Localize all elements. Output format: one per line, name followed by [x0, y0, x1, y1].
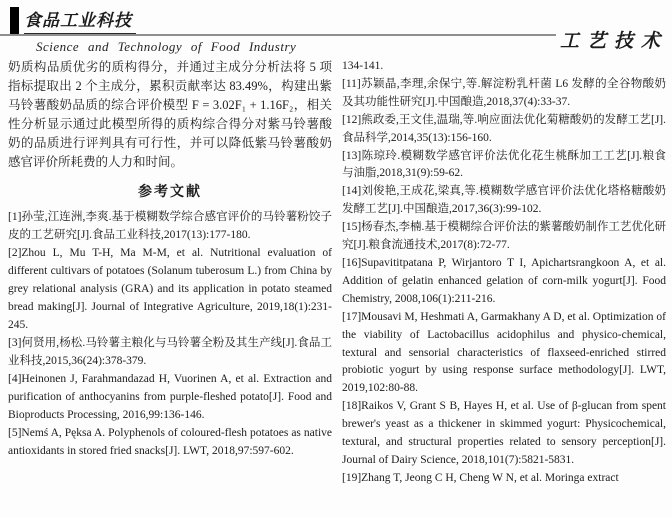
reference-item: [18]Raikos V, Grant S B, Hayes H, et al. Use of β-glucan from spent brewer's yeast as a thickener in skimmed yogurt: Physicochemical, textural, and structural properties related to sensory perception[J]. Journal of Dairy Science, 2018,101(7):5821-5831.	[342, 400, 666, 466]
logo-accent-bar	[10, 7, 19, 36]
reference-item: [19]Zhang T, Jeong C H, Cheng W N, et al. Moringa extract	[342, 471, 619, 484]
reference-item: [15]杨春杰,李楠.基于模糊综合评价法的紫薯酸奶制作工艺优化研究[J].粮食流通技术,2017(8):72-77.	[342, 221, 666, 252]
reference-item: [16]Supavititpatana P, Wirjantoro T I, Apichartsrangkoon A, et al. Addition of gelatin enhanced gelation of corn-milk yogurt[J]. Food Chemistry, 2008,106(1):211-216.	[342, 256, 666, 305]
reference-item: [12]熊政委,王文佳,温瑞,等.响应面法优化菊糖酸奶的发酵工艺[J].食品科学,2014,35(13):156-160.	[342, 113, 666, 144]
journal-logo-english: Science and Technology of Food Industry	[36, 39, 297, 54]
intro-paragraph: 奶质构品质优劣的质构得分，并通过主成分分析法将 5 项指标提取出 2 个主成分，累积贡献率达 83.49%，构建出紫马铃薯酸奶品质的综合评价模型 F = 3.02F₁ + 1.16F₂，相关性分析显示通过此模型所得的质构综合得分对紫马铃薯酸奶的品质进行评判具有可行性，并可以降低紫马铃薯酸奶感官评价所耗费的人力和时间。	[8, 60, 332, 169]
reference-item: [1]孙莹,江连洲,李爽.基于模糊数学综合感官评价的马铃薯粉饺子皮的工艺研究[J].食品工业科技,2017(13):177-180.	[8, 211, 332, 241]
left-column	[8, 58, 332, 460]
right-column	[342, 58, 666, 488]
reference-item: [13]陈琼玲.模糊数学感官评价法优化花生桃酥加工工艺[J].粮食与油脂,2018,31(9):59-62.	[342, 149, 666, 180]
header-rule	[0, 34, 556, 36]
reference-item: [11]苏颖晶,李理,余保宁,等.解淀粉乳杆菌 L6 发酵的全谷物酸奶及其功能性研究[J].中国酿造,2018,37(4):33-37.	[342, 77, 666, 108]
references-list-left	[8, 208, 332, 460]
reference-item: [5]Nemś A, Pęksa A. Polyphenols of coloured-flesh potatoes as native antioxidants in stored fried snacks[J]. LWT, 2018,97:597-602.	[8, 427, 332, 457]
reference-item: [2]Zhou L, Mu T-H, Ma M-M, et al. Nutritional evaluation of different cultivars of potatoes (Solanum tuberosum L.) from China by grey relational analysis (GRA) and its application in potato steamed bread making[J]. Journal of Integrative Agriculture, 2019,18(1):231-245.	[8, 247, 332, 331]
references-heading: 参考文献	[138, 185, 202, 200]
reference-item: [3]何贤用,杨松.马铃薯主粮化与马铃薯全粉及其生产线[J].食品工业科技,2015,36(24):378-379.	[8, 337, 332, 367]
reference-item: [17]Mousavi M, Heshmati A, Garmakhany A D, et al. Optimization of the viability of Lactobacillus acidophilus and physico-chemical, textural and sensorial characteristics of flaxseed-enriched stirred probiotic yogurt by using response surface methodology[J]. LWT, 2019,102:80-88.	[342, 310, 666, 395]
section-label: 工艺技术	[560, 31, 669, 52]
journal-logo-chinese: 食品工业科技	[24, 6, 136, 35]
reference-carryover: 134-141.	[342, 60, 384, 72]
reference-item: [14]刘俊艳,王成花,梁真,等.模糊数学感官评价法优化塔格糖酸奶发酵工艺[J].中国酿造,2017,36(3):99-102.	[342, 185, 666, 216]
references-list-right	[342, 76, 666, 488]
reference-item: [4]Heinonen J, Farahmandazad H, Vuorinen A, et al. Extraction and purification of anthocyanins from purple-fleshed potato[J]. Food and Bioproducts Processing, 2016,99:136-146.	[8, 373, 332, 421]
